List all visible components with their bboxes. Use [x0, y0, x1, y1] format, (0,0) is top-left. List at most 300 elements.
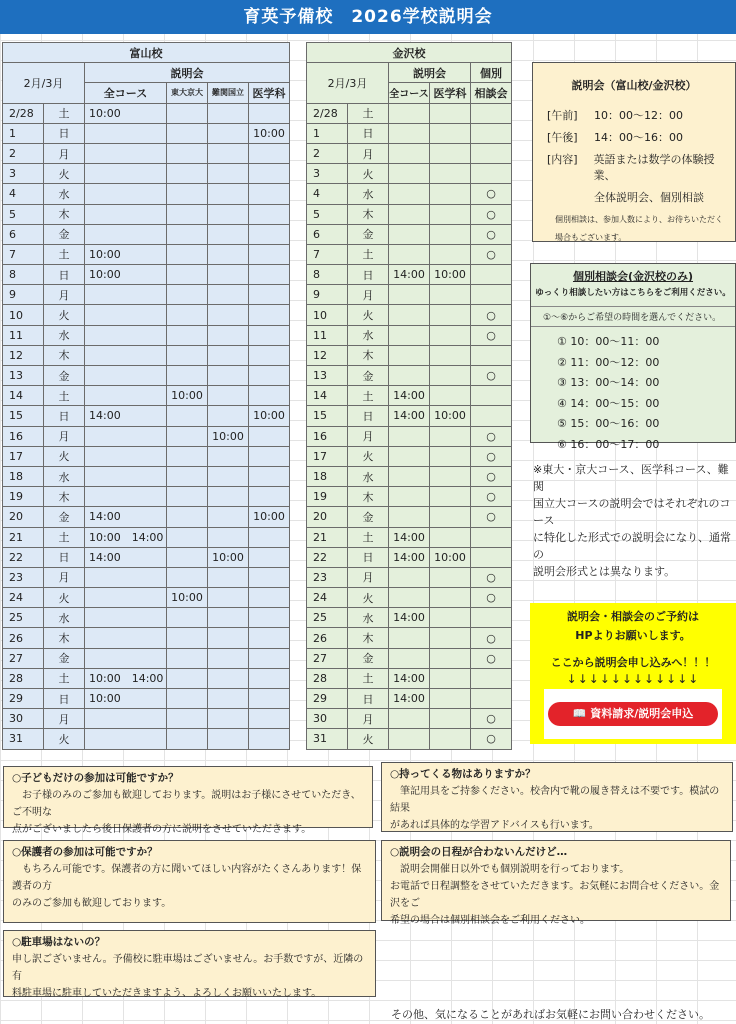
all-course-cell: 10:00 14:00	[85, 527, 167, 547]
medical-cell	[430, 204, 471, 224]
weekday-cell: 土	[44, 103, 85, 123]
table-row	[3, 305, 290, 325]
todai-cell	[167, 164, 208, 184]
consultation-title: 個別相談会(金沢校のみ)	[572, 270, 694, 283]
weekday-cell: 水	[44, 608, 85, 628]
date-cell: 7	[3, 244, 44, 264]
consult-cell: ○	[471, 729, 512, 749]
weekday-cell: 木	[44, 487, 85, 507]
consult-cell	[471, 668, 512, 688]
medical-cell	[430, 325, 471, 345]
medical-cell	[249, 567, 290, 587]
consult-cell	[471, 608, 512, 628]
all-course-cell	[85, 709, 167, 729]
weekday-cell: 木	[44, 628, 85, 648]
consult-cell	[471, 265, 512, 285]
medical-cell	[430, 709, 471, 729]
weekday-cell: 火	[44, 446, 85, 466]
all-course-cell: 10:00 14:00	[85, 668, 167, 688]
date-cell: 27	[3, 648, 44, 668]
weekday-cell: 木	[348, 204, 389, 224]
consult-cell: ○	[471, 446, 512, 466]
nankan-cell	[208, 709, 249, 729]
todai-cell	[167, 527, 208, 547]
nankan-cell	[208, 689, 249, 709]
date-cell: 27	[307, 648, 348, 668]
nankan-cell	[208, 729, 249, 749]
all-course-cell	[85, 184, 167, 204]
table-row	[3, 224, 290, 244]
weekday-cell: 土	[348, 668, 389, 688]
date-cell: 17	[3, 446, 44, 466]
nankan-cell	[208, 527, 249, 547]
nankan-cell	[208, 588, 249, 608]
all-course-cell	[389, 164, 430, 184]
nankan-cell	[208, 305, 249, 325]
table-row	[307, 487, 512, 507]
date-cell: 14	[3, 386, 44, 406]
nankan-cell	[208, 668, 249, 688]
faq-question: ○子どもだけの参加は可能ですか？	[12, 772, 179, 784]
medical-cell	[430, 628, 471, 648]
date-cell: 12	[3, 345, 44, 365]
down-arrows: ↓↓↓↓↓↓↓↓↓↓↓↓	[566, 672, 700, 686]
todai-cell	[167, 325, 208, 345]
consult-cell	[471, 103, 512, 123]
table-row	[307, 527, 512, 547]
medical-cell	[430, 466, 471, 486]
all-course-cell	[85, 366, 167, 386]
footer-note: その他、気になることがあればお気軽にお問い合わせください。	[391, 1008, 710, 1021]
date-cell: 14	[307, 386, 348, 406]
date-cell: 10	[3, 305, 44, 325]
weekday-cell: 金	[348, 648, 389, 668]
consult-cell: ○	[471, 466, 512, 486]
nankan-cell	[208, 345, 249, 365]
table-row	[307, 204, 512, 224]
weekday-cell: 木	[44, 204, 85, 224]
table-row	[307, 567, 512, 587]
weekday-cell: 日	[44, 689, 85, 709]
all-course-cell	[85, 224, 167, 244]
weekday-cell: 水	[348, 608, 389, 628]
content-line-2: 全体説明会、個別相談	[594, 191, 704, 204]
table-row	[307, 406, 512, 426]
date-cell: 20	[3, 507, 44, 527]
toyama-schedule-table	[2, 42, 290, 750]
table-row	[3, 406, 290, 426]
weekday-cell: 土	[348, 103, 389, 123]
medical-cell	[249, 426, 290, 446]
table-row	[307, 325, 512, 345]
faq-answer-line: 希望の場合は個別相談会をご利用ください。	[390, 915, 590, 926]
todai-cell	[167, 305, 208, 325]
nankan-cell	[208, 285, 249, 305]
faq-question: ○説明会の日程が合わないんだけど…	[390, 846, 568, 858]
kanazawa-course-medical: 医学科	[430, 83, 471, 103]
nankan-cell	[208, 487, 249, 507]
all-course-cell: 14:00	[85, 406, 167, 426]
request-apply-label: 資料請求/説明会申込	[590, 707, 694, 720]
table-row	[3, 285, 290, 305]
date-cell: 2/28	[3, 103, 44, 123]
medical-cell	[430, 588, 471, 608]
date-cell: 13	[307, 366, 348, 386]
date-cell: 12	[307, 345, 348, 365]
weekday-cell: 水	[348, 184, 389, 204]
faq-guardians	[3, 840, 376, 923]
medical-cell	[430, 123, 471, 143]
medical-cell	[430, 164, 471, 184]
table-row	[3, 325, 290, 345]
all-course-cell	[85, 466, 167, 486]
table-row	[3, 648, 290, 668]
weekday-cell: 月	[44, 567, 85, 587]
table-row	[307, 729, 512, 749]
medical-cell: 10:00	[430, 265, 471, 285]
date-cell: 2	[307, 143, 348, 163]
nankan-cell	[208, 325, 249, 345]
medical-cell	[249, 386, 290, 406]
medical-cell: 10:00	[430, 406, 471, 426]
date-cell: 2/28	[307, 103, 348, 123]
table-row	[307, 709, 512, 729]
weekday-cell: 日	[348, 689, 389, 709]
all-course-cell	[389, 507, 430, 527]
consult-cell: ○	[471, 366, 512, 386]
medical-cell	[430, 345, 471, 365]
weekday-cell: 火	[44, 164, 85, 184]
all-course-cell: 14:00	[389, 547, 430, 567]
todai-cell: 10:00	[167, 588, 208, 608]
date-cell: 16	[3, 426, 44, 446]
medical-cell: 10:00	[430, 547, 471, 567]
weekday-cell: 日	[44, 123, 85, 143]
table-row	[307, 265, 512, 285]
date-cell: 1	[307, 123, 348, 143]
medical-cell	[249, 366, 290, 386]
nankan-cell	[208, 608, 249, 628]
table-row	[307, 466, 512, 486]
medical-cell	[430, 567, 471, 587]
date-cell: 13	[3, 366, 44, 386]
table-row	[307, 426, 512, 446]
all-course-cell: 14:00	[85, 507, 167, 527]
weekday-cell: 金	[348, 507, 389, 527]
date-cell: 6	[3, 224, 44, 244]
date-cell: 25	[3, 608, 44, 628]
all-course-cell	[389, 648, 430, 668]
medical-cell	[249, 689, 290, 709]
table-row	[307, 668, 512, 688]
weekday-cell: 日	[44, 406, 85, 426]
medical-cell: 10:00	[249, 406, 290, 426]
weekday-cell: 水	[348, 466, 389, 486]
all-course-cell: 14:00	[389, 668, 430, 688]
date-cell: 11	[3, 325, 44, 345]
table-row	[3, 426, 290, 446]
consultation-box	[530, 263, 736, 451]
weekday-cell: 金	[44, 648, 85, 668]
all-course-cell	[389, 325, 430, 345]
date-cell: 19	[307, 487, 348, 507]
table-row	[307, 507, 512, 527]
all-course-cell: 14:00	[389, 527, 430, 547]
date-cell: 31	[3, 729, 44, 749]
toyama-course-todai: 東大京大	[167, 83, 208, 103]
weekday-cell: 金	[44, 224, 85, 244]
date-cell: 9	[307, 285, 348, 305]
reserve-button-panel	[544, 689, 722, 739]
medical-cell	[249, 164, 290, 184]
consult-cell: ○	[471, 305, 512, 325]
faq-answer-line: 点がございましたら後日保護者の方に説明をさせていただきます。	[12, 824, 312, 835]
table-row	[3, 567, 290, 587]
weekday-cell: 木	[348, 487, 389, 507]
consult-slot-6: ⑥ 16：00～17：00	[557, 437, 660, 451]
faq-answer-line: 筆記用具をご持参ください。校舎内で靴の履き替えは不要です。模試の結果	[390, 786, 720, 814]
briefing-info-title: 説明会（富山校/金沢校）	[571, 79, 697, 92]
all-course-cell	[85, 608, 167, 628]
content-label: [内容]	[547, 153, 578, 166]
faq-answer-line: 申し訳ございません。予備校に駐車場はございません。お手数ですが、近隣の有	[12, 954, 364, 982]
all-course-cell	[389, 305, 430, 325]
todai-cell	[167, 487, 208, 507]
weekday-cell: 木	[348, 628, 389, 648]
table-row	[307, 689, 512, 709]
nankan-cell	[208, 123, 249, 143]
all-course-cell	[389, 446, 430, 466]
consult-cell: ○	[471, 567, 512, 587]
all-course-cell	[389, 184, 430, 204]
reserve-line-1: 説明会・相談会のご予約は	[567, 610, 699, 623]
weekday-cell: 火	[44, 305, 85, 325]
todai-cell	[167, 507, 208, 527]
faq-answer-line: のみのご参加も歓迎しております。	[12, 898, 172, 909]
date-cell: 8	[3, 265, 44, 285]
table-row	[3, 709, 290, 729]
medical-cell	[249, 244, 290, 264]
faq-answer-line: お電話で日程調整をさせていただきます。お気軽にお問合せください。金沢をご	[390, 881, 720, 909]
weekday-cell: 土	[44, 386, 85, 406]
faq-answer-line: お子様のみのご参加も歓迎しております。説明はお子様にさせていただき、ご不明な	[12, 790, 361, 818]
reserve-line-2: HPよりお願いします。	[575, 629, 691, 642]
date-cell: 29	[307, 689, 348, 709]
table-row	[3, 729, 290, 749]
all-course-cell	[85, 426, 167, 446]
kanazawa-course-all: 全コース	[389, 83, 430, 103]
nankan-cell	[208, 164, 249, 184]
consult-cell	[471, 406, 512, 426]
weekday-cell: 水	[44, 466, 85, 486]
todai-cell	[167, 184, 208, 204]
table-row	[3, 143, 290, 163]
table-row	[307, 184, 512, 204]
table-row	[307, 628, 512, 648]
consultation-subtitle: ゆっくり相談したい方はこちらをご利用ください。	[535, 288, 731, 298]
nankan-cell	[208, 184, 249, 204]
course-remark	[533, 461, 736, 580]
all-course-cell	[85, 164, 167, 184]
date-cell: 4	[307, 184, 348, 204]
nankan-cell	[208, 366, 249, 386]
weekday-cell: 火	[348, 164, 389, 184]
kanazawa-briefing-header: 説明会	[389, 63, 471, 83]
reserve-line-3: ここから説明会申し込みへ！！！	[550, 656, 716, 669]
consult-cell: ○	[471, 487, 512, 507]
table-row	[3, 608, 290, 628]
table-row	[307, 648, 512, 668]
faq-belongings	[381, 762, 733, 832]
medical-cell	[430, 648, 471, 668]
consult-cell	[471, 345, 512, 365]
consult-cell	[471, 123, 512, 143]
medical-cell	[249, 103, 290, 123]
medical-cell	[249, 648, 290, 668]
table-row	[307, 244, 512, 264]
request-apply-button[interactable]	[548, 702, 718, 726]
table-row	[307, 588, 512, 608]
todai-cell	[167, 466, 208, 486]
reservation-banner	[530, 603, 736, 744]
todai-cell	[167, 406, 208, 426]
medical-cell	[249, 446, 290, 466]
consult-cell: ○	[471, 709, 512, 729]
table-row	[307, 285, 512, 305]
date-cell: 16	[307, 426, 348, 446]
medical-cell	[249, 709, 290, 729]
all-course-cell	[85, 325, 167, 345]
weekday-cell: 金	[348, 224, 389, 244]
date-cell: 21	[307, 527, 348, 547]
weekday-cell: 月	[348, 709, 389, 729]
medical-cell	[430, 184, 471, 204]
all-course-cell	[85, 143, 167, 163]
todai-cell	[167, 648, 208, 668]
pm-time: 14：00～16：00	[594, 131, 683, 144]
todai-cell	[167, 143, 208, 163]
medical-cell	[249, 588, 290, 608]
consult-cell: ○	[471, 426, 512, 446]
all-course-cell: 10:00	[85, 103, 167, 123]
date-cell: 21	[3, 527, 44, 547]
medical-cell	[249, 487, 290, 507]
all-course-cell: 14:00	[389, 386, 430, 406]
weekday-cell: 土	[44, 527, 85, 547]
toyama-course-all: 全コース	[85, 83, 167, 103]
weekday-cell: 月	[348, 143, 389, 163]
date-cell: 19	[3, 487, 44, 507]
table-row	[307, 345, 512, 365]
weekday-cell: 水	[44, 184, 85, 204]
table-row	[307, 366, 512, 386]
all-course-cell	[389, 204, 430, 224]
all-course-cell: 10:00	[85, 265, 167, 285]
date-cell: 22	[307, 547, 348, 567]
medical-cell	[249, 224, 290, 244]
all-course-cell	[85, 204, 167, 224]
consult-cell	[471, 547, 512, 567]
all-course-cell: 14:00	[85, 547, 167, 567]
nankan-cell	[208, 265, 249, 285]
weekday-cell: 木	[348, 345, 389, 365]
faq-question: ○持ってくる物はありますか？	[390, 768, 536, 780]
all-course-cell	[85, 386, 167, 406]
medical-cell	[249, 204, 290, 224]
medical-cell	[430, 305, 471, 325]
table-row	[307, 103, 512, 123]
toyama-date-header: 2月/3月	[3, 63, 85, 103]
all-course-cell	[389, 628, 430, 648]
consult-cell: ○	[471, 648, 512, 668]
date-cell: 23	[307, 567, 348, 587]
todai-cell	[167, 345, 208, 365]
table-row	[3, 487, 290, 507]
date-cell: 20	[307, 507, 348, 527]
remark-line-4: 説明会形式とは異なります。	[533, 565, 676, 578]
all-course-cell	[389, 426, 430, 446]
am-label: [午前]	[547, 109, 578, 122]
date-cell: 15	[307, 406, 348, 426]
medical-cell	[430, 689, 471, 709]
weekday-cell: 水	[348, 325, 389, 345]
nankan-cell: 10:00	[208, 426, 249, 446]
faq-parking	[3, 930, 376, 997]
weekday-cell: 火	[348, 588, 389, 608]
table-row	[3, 103, 290, 123]
consult-cell: ○	[471, 628, 512, 648]
table-row	[3, 689, 290, 709]
weekday-cell: 金	[44, 507, 85, 527]
all-course-cell	[85, 446, 167, 466]
nankan-cell	[208, 648, 249, 668]
weekday-cell: 火	[44, 588, 85, 608]
all-course-cell	[85, 487, 167, 507]
nankan-cell	[208, 143, 249, 163]
all-course-cell	[389, 729, 430, 749]
all-course-cell: 10:00	[85, 689, 167, 709]
date-cell: 4	[3, 184, 44, 204]
faq-answer-line: があれば具体的な学習アドバイスも行います。	[390, 820, 599, 831]
todai-cell	[167, 689, 208, 709]
consultation-instruction: ①～⑥からご希望の時間を選んでください。	[531, 306, 735, 327]
weekday-cell: 日	[348, 123, 389, 143]
medical-cell	[249, 668, 290, 688]
consult-slot-4: ④ 14：00～15：00	[557, 396, 660, 410]
date-cell: 22	[3, 547, 44, 567]
kanazawa-schedule-table	[306, 42, 512, 750]
table-row	[307, 143, 512, 163]
consult-cell: ○	[471, 325, 512, 345]
table-row	[3, 265, 290, 285]
medical-cell: 10:00	[249, 507, 290, 527]
faq-answer-line: もちろん可能です。保護者の方に聞いてほしい内容がたくさんあります！保護者の方	[12, 864, 362, 892]
faq-answer-line: 料駐車場に駐車していただきますよう、よろしくお願いいたします。	[12, 988, 322, 999]
all-course-cell	[85, 305, 167, 325]
info-note-1: 個別相談は、参加人数により、お待ちいただく	[555, 215, 723, 224]
date-cell: 30	[307, 709, 348, 729]
weekday-cell: 木	[44, 345, 85, 365]
date-cell: 11	[307, 325, 348, 345]
table-row	[3, 446, 290, 466]
table-row	[307, 305, 512, 325]
weekday-cell: 土	[348, 527, 389, 547]
weekday-cell: 日	[348, 547, 389, 567]
toyama-course-nankan: 難関国立	[208, 83, 249, 103]
faq-schedule	[381, 840, 731, 926]
table-row	[3, 244, 290, 264]
consult-cell	[471, 689, 512, 709]
